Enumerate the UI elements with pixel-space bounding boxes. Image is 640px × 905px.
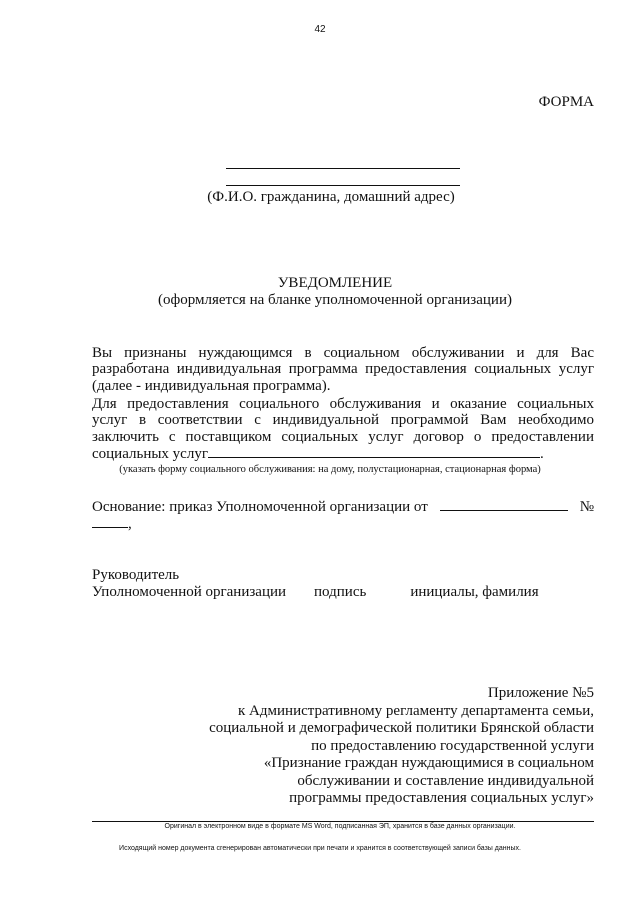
signature-row [92,584,539,601]
form-label: ФОРМА [538,94,594,110]
basis-number-blank[interactable] [92,515,128,528]
para2-last-prefix: социальных услуг [92,446,208,463]
appendix-line: социальной и демографической политики Брянской области [209,720,594,736]
head-label: Руководитель [92,567,180,583]
appendix-line: «Признание граждан нуждающимися в социальном [263,755,594,771]
recipient-caption: (Ф.И.О. гражданина, домашний адрес) [207,189,455,205]
signature-sign: подпись [314,584,367,600]
service-form-hint: (указать форму социального обслуживания: на дому, полустационарная, стационарная форма) [119,464,541,475]
appendix-line: к Административному регламенту департамента семьи, [238,702,594,719]
footer-note-2: Исходящий номер документа сгенерирован автоматически при печати и хранится в соответствующей записи базы данных. [119,845,521,852]
page-number: 42 [314,24,326,35]
basis-text: Основание: приказ Уполномоченной организации от [92,499,428,515]
basis-number-sign: № [579,499,594,515]
appendix-line: программы предоставления социальных услуг» [289,790,594,806]
appendix-line: Приложение №5 [487,685,594,701]
footer-note-1: Оригинал в электронном виде в формате MS Word, подписанная ЭП, хранится в базе данных организации. [164,823,516,830]
footer-divider [92,821,594,822]
para2-last-suffix: . [539,446,544,463]
notice-paragraph-2 [92,396,594,463]
appendix-line: обслуживании и составление индивидуальной [297,772,594,789]
para2-last-line [92,445,594,462]
notice-title: УВЕДОМЛЕНИЕ [277,275,393,291]
signature-org: Уполномоченной организации [92,584,287,600]
recipient-line-2 [226,185,460,186]
para1-line: разработана индивидуальная программа предоставления социальных услуг [92,361,594,378]
para1-line: Вы признаны нуждающимся в социальном обслуживании и для Вас [92,345,594,361]
para1-line: (далее - индивидуальная программа). [92,377,331,394]
service-form-blank[interactable] [208,445,540,458]
para2-line: услуг в соответствии с индивидуальной программой Вам необходимо [92,412,594,429]
basis-number-row [92,515,132,533]
notice-paragraph-1 [92,345,594,394]
basis-row [92,498,594,516]
signature-name: инициалы, фамилия [410,584,539,600]
basis-trailing: , [128,516,132,532]
basis-date-blank[interactable] [440,498,568,511]
para2-line: Для предоставления социального обслуживания и оказание социальных [92,396,594,412]
notice-subtitle: (оформляется на бланке уполномоченной организации) [158,292,512,308]
para2-line: заключить с поставщиком социальных услуг договор о предоставлении [92,428,594,445]
recipient-line-1 [226,168,460,169]
appendix-block [174,685,594,808]
appendix-line: по предоставлению государственной услуги [311,737,594,754]
